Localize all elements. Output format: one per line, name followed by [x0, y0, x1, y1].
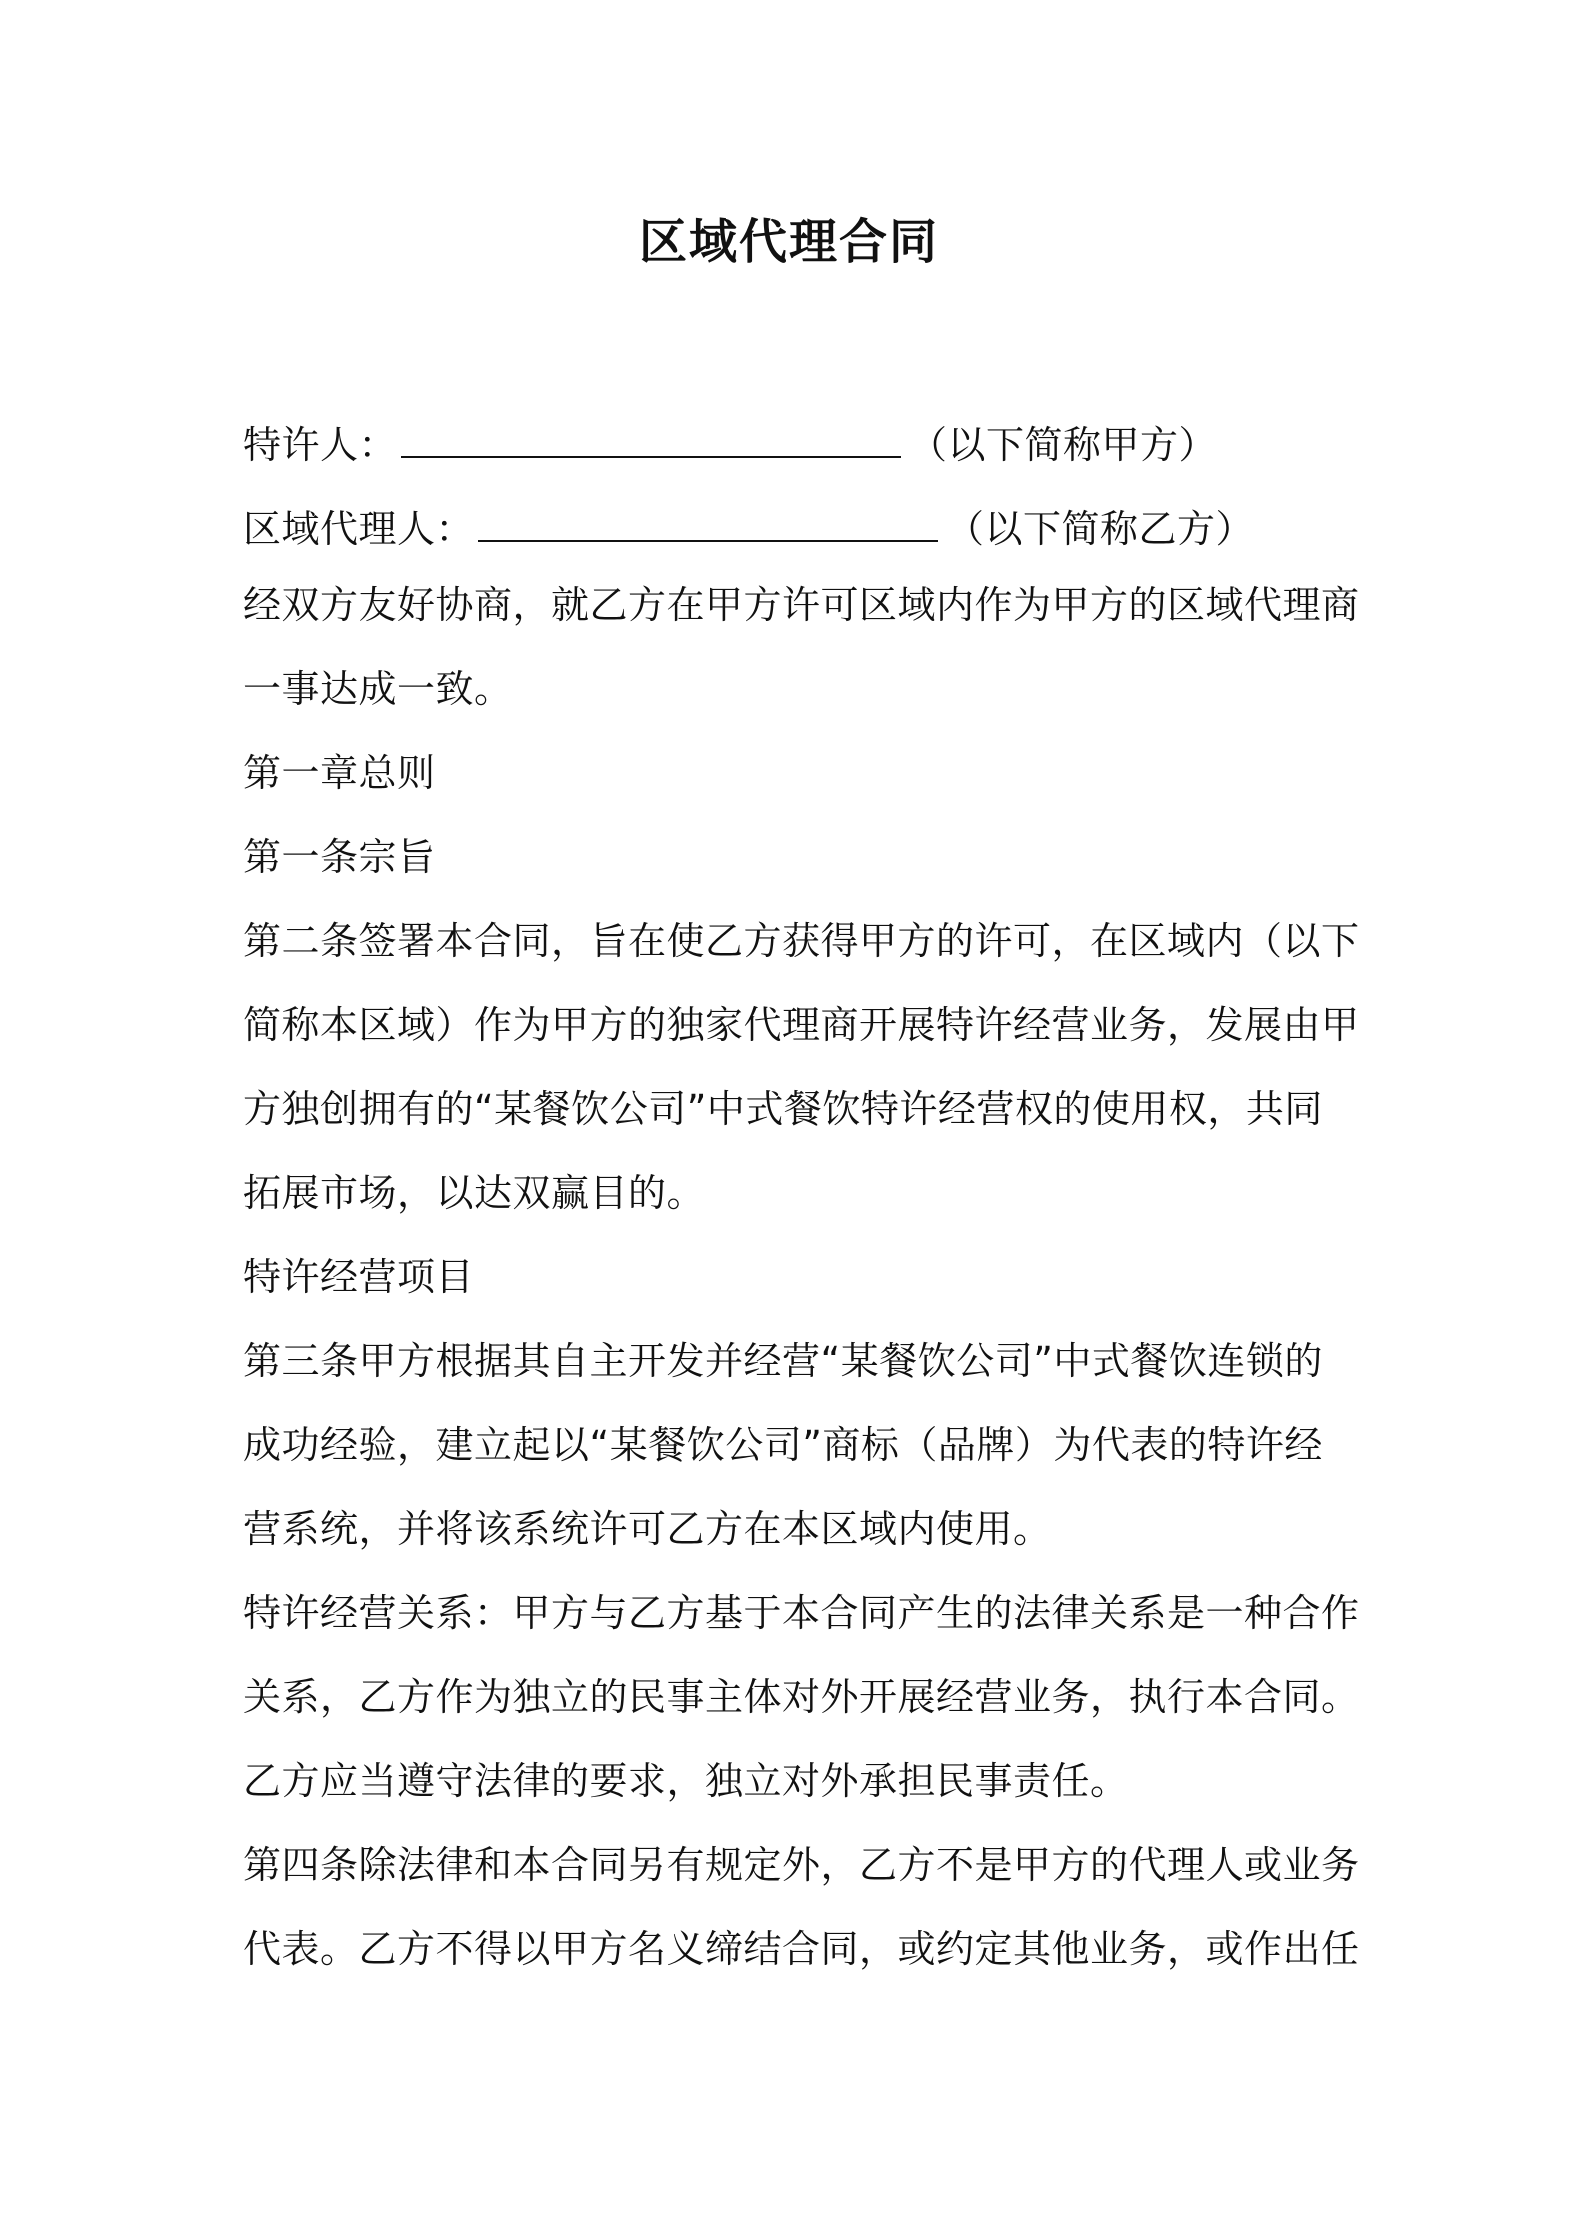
body-line: 简称本区域）作为甲方的独家代理商开展特许经营业务，发展由甲	[243, 1003, 1360, 1047]
franchisor-label: 特许人：	[243, 423, 398, 467]
franchisor-blank-field[interactable]	[401, 420, 901, 458]
chapter-heading: 第一章总则	[243, 751, 436, 795]
body-line: 关系，乙方作为独立的民事主体对外开展经营业务，执行本合同。	[243, 1675, 1360, 1719]
agent-line	[243, 504, 1254, 554]
body-line: 乙方应当遵守法律的要求，独立对外承担民事责任。	[243, 1759, 1129, 1803]
agent-label: 区域代理人：	[243, 507, 475, 551]
document-title: 区域代理合同	[638, 214, 939, 270]
body-line: 营系统，并将该系统许可乙方在本区域内使用。	[243, 1507, 1052, 1551]
body-line: 成功经验，建立起以“某餐饮公司”商标（品牌）为代表的特许经	[243, 1423, 1323, 1467]
body-line: 方独创拥有的“某餐饮公司”中式餐饮特许经营权的使用权，共同	[243, 1087, 1323, 1131]
body-line: 第二条签署本合同，旨在使乙方获得甲方的许可，在区域内（以下	[243, 919, 1360, 963]
body-line: 一事达成一致。	[243, 667, 513, 711]
body-line: 特许经营关系：甲方与乙方基于本合同产生的法律关系是一种合作	[243, 1591, 1360, 1635]
body-line: 代表。乙方不得以甲方名义缔结合同，或约定其他业务，或作出任	[243, 1927, 1360, 1971]
body-line: 第四条除法律和本合同另有规定外，乙方不是甲方的代理人或业务	[243, 1843, 1360, 1887]
body-line: 第三条甲方根据其自主开发并经营“某餐饮公司”中式餐饮连锁的	[243, 1339, 1323, 1383]
agent-suffix: （以下简称乙方）	[946, 507, 1255, 551]
body-line: 拓展市场，以达双赢目的。	[243, 1171, 706, 1215]
franchisor-line	[243, 420, 1217, 470]
franchisor-suffix: （以下简称甲方）	[909, 423, 1218, 467]
article-heading: 第一条宗旨	[243, 835, 436, 879]
agent-blank-field[interactable]	[478, 504, 938, 542]
section-heading: 特许经营项目	[243, 1255, 475, 1299]
body-line: 经双方友好协商，就乙方在甲方许可区域内作为甲方的区域代理商	[243, 583, 1360, 627]
